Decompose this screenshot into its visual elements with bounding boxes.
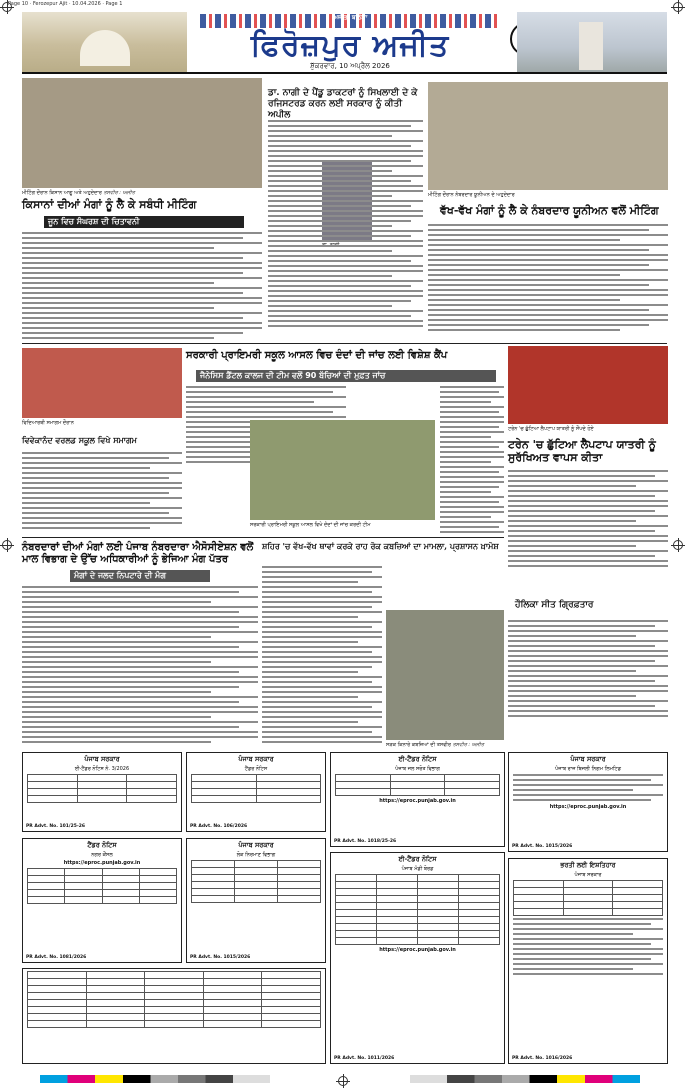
ad-url-link[interactable]: https://eproc.punjab.gov.in xyxy=(549,804,627,810)
story7-subheadline: ਮੰਗਾਂ ਦੇ ਜਲਦ ਨਿਪਟਾਰੇ ਦੀ ਮੰਗ xyxy=(70,570,210,582)
story1-subheadline: ਜੂਨ ਵਿਚ ਸੰਘਰਸ਼ ਦੀ ਚਿਤਾਵਨੀ xyxy=(44,216,244,228)
story5-body-right xyxy=(440,386,504,536)
story1-credit: ਤਸਵੀਰ : ਅਜੀਤ xyxy=(103,190,135,196)
ad-subtitle: ਪੰਜਾਬ ਜਲ ਸਰੋਤ ਵਿਭਾਗ xyxy=(395,766,440,772)
ad-subtitle: ਈ-ਟੈਂਡਰ ਨੋਟਿਸ ਨੰ. 3/2026 xyxy=(74,766,130,772)
story9-headline: ਹੌਲਿਕਾ ਸੀਤ ਗ੍ਰਿਫ਼ਤਾਰ xyxy=(515,600,594,610)
ad-title: ਈ-ਟੈਂਡਰ ਨੋਟਿਸ xyxy=(398,855,437,863)
story6-headline: ਟਰੇਨ 'ਚ ਛੁੱਟਿਆ ਲੈਪਟਾਪ ਯਾਤਰੀ ਨੂੰ ਸੁਰੱਖਿਅਤ ਵਾਪਸ ਕੀਤਾ xyxy=(508,438,656,465)
ad-tender-3 xyxy=(330,752,505,847)
registration-mark-icon xyxy=(338,1076,348,1086)
story1-headline: ਕਿਸਾਨਾਂ ਦੀਆਂ ਮੰਗਾਂ ਨੂੰ ਲੈ ਕੇ ਸਬੰਧੀ ਮੀਟਿੰਗ xyxy=(22,198,197,211)
section-rule xyxy=(22,343,667,344)
ad-footer: PR Advt. No. 1015/2026 xyxy=(512,844,573,849)
story1-caption-text: ਮੀਟਿੰਗ ਦੌਰਾਨ ਕਿਸਾਨ ਆਗੂ ਅਤੇ ਅਹੁਦੇਦਾਰ xyxy=(22,190,102,196)
story5-headline: ਸਰਕਾਰੀ ਪ੍ਰਾਇਮਰੀ ਸਕੂਲ ਆਸਲ ਵਿਚ ਦੰਦਾਂ ਦੀ ਜਾਂਚ ਲਈ ਵਿਸ਼ੇਸ਼ ਕੈਂਪ xyxy=(186,350,448,361)
ad-tender-6 xyxy=(186,838,326,963)
section-rule xyxy=(22,537,504,538)
registration-mark-icon xyxy=(673,2,683,12)
ad-subtitle: ਪੰਜਾਬ ਮੰਡੀ ਬੋਰਡ xyxy=(401,866,434,872)
ad-table xyxy=(513,880,663,916)
ad-footer: PR Advt. No. 1011/2026 xyxy=(334,1056,395,1061)
masthead-left-photo xyxy=(22,12,187,72)
ad-tender-2 xyxy=(186,752,326,832)
masthead-publisher: ਅਜੀਤ, ਬਠਿੰਡਾ xyxy=(332,14,368,21)
ad-tender-5 xyxy=(22,838,182,963)
ad-table xyxy=(335,774,500,796)
ad-url-link[interactable]: https://eproc.punjab.gov.in xyxy=(379,947,456,953)
ad-footer: PR Advt. No. 1015/2026 xyxy=(190,955,251,960)
ad-footer: PR Advt. No. 106/2026 xyxy=(190,824,248,829)
ad-text xyxy=(509,918,667,975)
story8-body xyxy=(262,566,382,752)
story4-headline: ਵਿਵੇਕਾਨੰਦ ਵਰਲਡ ਸਕੂਲ ਵਿਖੇ ਸਮਾਗਮ xyxy=(22,435,137,445)
ad-footer: PR Advt. No. 1018/25-26 xyxy=(334,839,397,844)
ad-table xyxy=(27,774,177,803)
color-bar-right xyxy=(410,1075,640,1083)
ad-url-link[interactable]: https://eproc.punjab.gov.in xyxy=(379,798,456,804)
story8-headline: ਸ਼ਹਿਰ 'ਚ ਵੱਖ-ਵੱਖ ਥਾਵਾਂ ਕਰਕੇ ਰਾਹ ਰੋਕ ਕਬਜ਼ਿਆਂ ਦਾ ਮਾਮਲਾ, ਪ੍ਰਸ਼ਾਸਨ ਖ਼ਾਮੋਸ਼ xyxy=(262,541,499,551)
story7-body xyxy=(22,586,258,746)
ad-title: ਟੈਂਡਰ ਨੋਟਿਸ xyxy=(87,841,117,849)
story1-photo xyxy=(22,78,262,188)
registration-mark-icon xyxy=(2,2,12,12)
story5-caption: ਸਰਕਾਰੀ ਪ੍ਰਾਇਮਰੀ ਸਕੂਲ ਆਸਲ ਵਿਖੇ ਦੰਦਾਂ ਦੀ ਜਾਂਚ ਕਰਦੀ ਟੀਮ xyxy=(250,522,371,528)
story8-caption xyxy=(386,742,504,749)
story6-caption: ਟਰੇਨ 'ਚ ਛੁੱਟਿਆ ਲੈਪਟਾਪ ਯਾਤਰੀ ਨੂੰ ਸੌਂਪਦੇ ਹੋਏ xyxy=(508,426,594,432)
story3-caption: ਮੀਟਿੰਗ ਦੌਰਾਨ ਨੰਬਰਦਾਰ ਯੂਨੀਅਨ ਦੇ ਅਹੁਦੇਦਾਰ xyxy=(428,192,515,198)
ad-subtitle: ਲੋਕ ਨਿਰਮਾਣ ਵਿਭਾਗ xyxy=(236,852,276,858)
story9-body xyxy=(508,620,668,720)
color-bar-left xyxy=(40,1075,270,1083)
ad-title: ਪੰਜਾਬ ਸਰਕਾਰ xyxy=(238,841,274,849)
story5-photo xyxy=(250,420,435,520)
story3-body xyxy=(428,224,668,336)
story6-photo xyxy=(508,346,668,424)
story4-photo xyxy=(22,348,182,418)
ad-title: ਭਰਤੀ ਲਈ ਇਸ਼ਤਿਹਾਰ xyxy=(560,861,616,869)
ad-table xyxy=(191,774,321,803)
ad-subtitle: ਪੰਜਾਬ ਸਰਕਾਰ xyxy=(574,872,602,878)
ad-title: ਪੰਜਾਬ ਸਰਕਾਰ xyxy=(84,755,120,763)
ad-tender-4 xyxy=(508,752,668,852)
story6-body xyxy=(508,470,668,574)
masthead-date: ਸ਼ੁੱਕਰਵਾਰ, 10 ਅਪ੍ਰੈਲ 2026 xyxy=(310,62,390,70)
story8-caption-text: ਸੜਕ ਕਿਨਾਰੇ ਕਬਜ਼ਿਆਂ ਦੀ ਤਸਵੀਰ xyxy=(386,742,451,748)
ad-recruitment xyxy=(508,858,668,1064)
story1-body xyxy=(22,232,262,342)
story3-photo xyxy=(428,82,668,190)
story1-caption xyxy=(22,190,262,197)
ad-subtitle: ਟੈਂਡਰ ਨੋਟਿਸ xyxy=(244,766,268,772)
masthead xyxy=(22,12,667,74)
story4-body xyxy=(22,452,182,534)
ad-title: ਪੰਜਾਬ ਸਰਕਾਰ xyxy=(238,755,274,763)
registration-mark-icon xyxy=(2,540,12,550)
ad-subtitle: ਪੰਜਾਬ ਰਾਜ ਬਿਜਲੀ ਨਿਗਮ ਲਿਮਟਿਡ xyxy=(555,766,621,772)
ad-table xyxy=(335,874,500,945)
ad-table xyxy=(27,971,321,1028)
ad-small xyxy=(22,968,326,1064)
masthead-title: ਫਿਰੋਜ਼ਪੁਰ ਅਜੀਤ xyxy=(250,28,450,63)
masthead-center xyxy=(200,14,500,72)
ad-table xyxy=(191,860,321,903)
story3-headline: ਵੱਖ-ਵੱਖ ਮੰਗਾਂ ਨੂੰ ਲੈ ਕੇ ਨੰਬਰਦਾਰ ਯੂਨੀਅਨ ਵਲੋਂ ਮੀਟਿੰਗ xyxy=(440,204,659,217)
story8-photo xyxy=(386,610,504,740)
story5-subheadline: ਜੈਨੇਸਿਸ ਡੈਂਟਲ ਕਾਲਜ ਦੀ ਟੀਮ ਵਲੋਂ 90 ਬੱਚਿਆਂ ਦੀ ਮੁਫ਼ਤ ਜਾਂਚ xyxy=(196,370,496,382)
masthead-right-photo xyxy=(517,12,667,72)
ad-title: ਈ-ਟੈਂਡਰ ਨੋਟਿਸ xyxy=(398,755,437,763)
print-slug: Page 10 · Ferozepur Ajit · 10.04.2026 · Page 1 xyxy=(8,1,123,7)
story2-headline: ਡਾ. ਨਾਗੀ ਦੇ ਪੈਂਡੂ ਡਾਕਟਰਾਂ ਨੂੰ ਸਿਖਲਾਈ ਦੇ ਕੇ ਰਜਿਸਟਰਡ ਕਰਨ ਲਈ ਸਰਕਾਰ ਨੂੰ ਕੀਤੀ ਅਪੀਲ xyxy=(268,88,418,120)
ad-footer: PR Advt. No. 101/25-26 xyxy=(26,824,85,829)
story7-headline: ਨੰਬਰਦਾਰਾਂ ਦੀਆਂ ਮੰਗਾਂ ਲਈ ਪੰਜਾਬ ਨੰਬਰਦਾਰਾ ਐਸੋਸੀਏਸ਼ਨ ਵਲੋਂ ਮਾਲ ਵਿਭਾਗ ਦੇ ਉੱਚ ਅਧਿਕਾਰੀਆਂ ਨੂੰ ਭੇਜਿਆ ਮੰਗ ਪੱਤਰ xyxy=(22,542,254,565)
ad-subtitle: ਨਗਰ ਕੌਂਸਲ xyxy=(91,852,113,858)
story4-caption: ਵਿਦਿਆਰਥੀ ਸਮਾਗਮ ਦੌਰਾਨ xyxy=(22,420,74,426)
ad-text xyxy=(509,774,667,801)
ad-footer: PR Advt. No. 1016/2026 xyxy=(512,1056,573,1061)
story8-credit: ਤਸਵੀਰ : ਅਜੀਤ xyxy=(452,742,484,748)
ad-footer: PR Advt. No. 1081/2026 xyxy=(26,955,87,960)
ad-table xyxy=(27,868,177,904)
ad-tender-7 xyxy=(330,852,505,1064)
ad-url-link[interactable]: https://eproc.punjab.gov.in xyxy=(63,860,141,866)
story2-body xyxy=(268,120,423,342)
registration-mark-icon xyxy=(673,540,683,550)
ad-tender-1 xyxy=(22,752,182,832)
ad-title: ਪੰਜਾਬ ਸਰਕਾਰ xyxy=(570,755,606,763)
